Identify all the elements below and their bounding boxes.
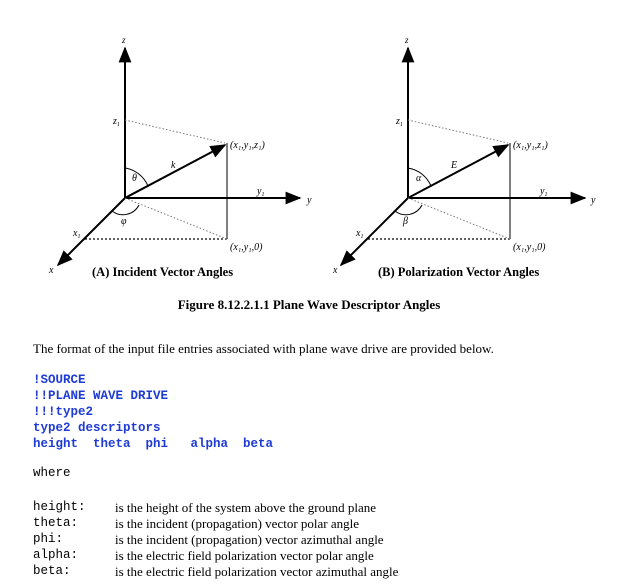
x-axis [341, 198, 408, 265]
phi-label: φ [121, 216, 127, 227]
x1-label: $x_1$ [356, 228, 364, 240]
beta-label: β [403, 216, 408, 227]
point-bottom-label: (x₁,y₁,0) [513, 242, 546, 253]
definition-term: beta: [33, 564, 71, 578]
diagram-polarization [332, 35, 596, 279]
definition-term: phi: [33, 532, 64, 546]
k-label: k [171, 160, 176, 171]
where-label: where [33, 466, 71, 480]
y-axis-label: y [307, 195, 312, 206]
diagram-incident [48, 35, 312, 279]
definition-desc: is the incident (propagation) vector azimuthal angle [115, 532, 384, 547]
xy-projection [408, 198, 510, 239]
code-line-descriptors: type2 descriptors [33, 421, 161, 435]
z-axis-label: z [405, 35, 409, 45]
e-label: E [451, 160, 458, 171]
definition-desc: is the electric field polarization vector azimuthal angle [115, 564, 399, 579]
y1-label: $y_1$ [540, 186, 548, 198]
alpha-label: α [416, 173, 422, 184]
y1-label: $y_1$ [257, 186, 265, 198]
z1-label: $z_1$ [113, 116, 120, 128]
z-projection [125, 120, 225, 143]
definition-desc: is the height of the system above the ground plane [115, 500, 377, 515]
xy-projection [125, 198, 227, 239]
definition-term: alpha: [33, 548, 79, 562]
definition-desc: is the incident (propagation) vector polar angle [115, 516, 360, 531]
y-axis-label: y [591, 195, 596, 206]
code-line-source: !SOURCE [33, 373, 86, 387]
polarization-vector [408, 145, 508, 198]
definition-term: theta: [33, 516, 79, 530]
x-axis-label: x [333, 265, 338, 276]
z1-label: $z_1$ [396, 116, 403, 128]
intro-paragraph: The format of the input file entries associated with plane wave drive are provided below. [33, 341, 494, 356]
definition-term: height: [33, 500, 86, 514]
code-line-fields: height theta phi alpha beta [33, 437, 274, 451]
x1-label: $x_1$ [73, 228, 81, 240]
z-projection [408, 120, 508, 143]
x-axis-label: x [49, 265, 54, 276]
code-line-plane-wave: !!PLANE WAVE DRIVE [33, 389, 169, 403]
point-bottom-label: (x₁,y₁,0) [230, 242, 263, 253]
incident-vector [125, 145, 225, 198]
x-axis [58, 198, 125, 265]
definition-desc: is the electric field polarization vector polar angle [115, 548, 374, 563]
theta-label: θ [132, 173, 137, 184]
point-top-label: (x₁,y₁,z₁) [513, 140, 548, 151]
code-line-type2: !!!type2 [33, 405, 94, 419]
z-axis-label: z [122, 35, 126, 45]
subcaption-a: (A) Incident Vector Angles [92, 265, 234, 279]
subcaption-b: (B) Polarization Vector Angles [378, 265, 540, 279]
figure-caption: Figure 8.12.2.1.1 Plane Wave Descriptor Angles [177, 297, 441, 312]
point-top-label: (x₁,y₁,z₁) [230, 140, 265, 151]
